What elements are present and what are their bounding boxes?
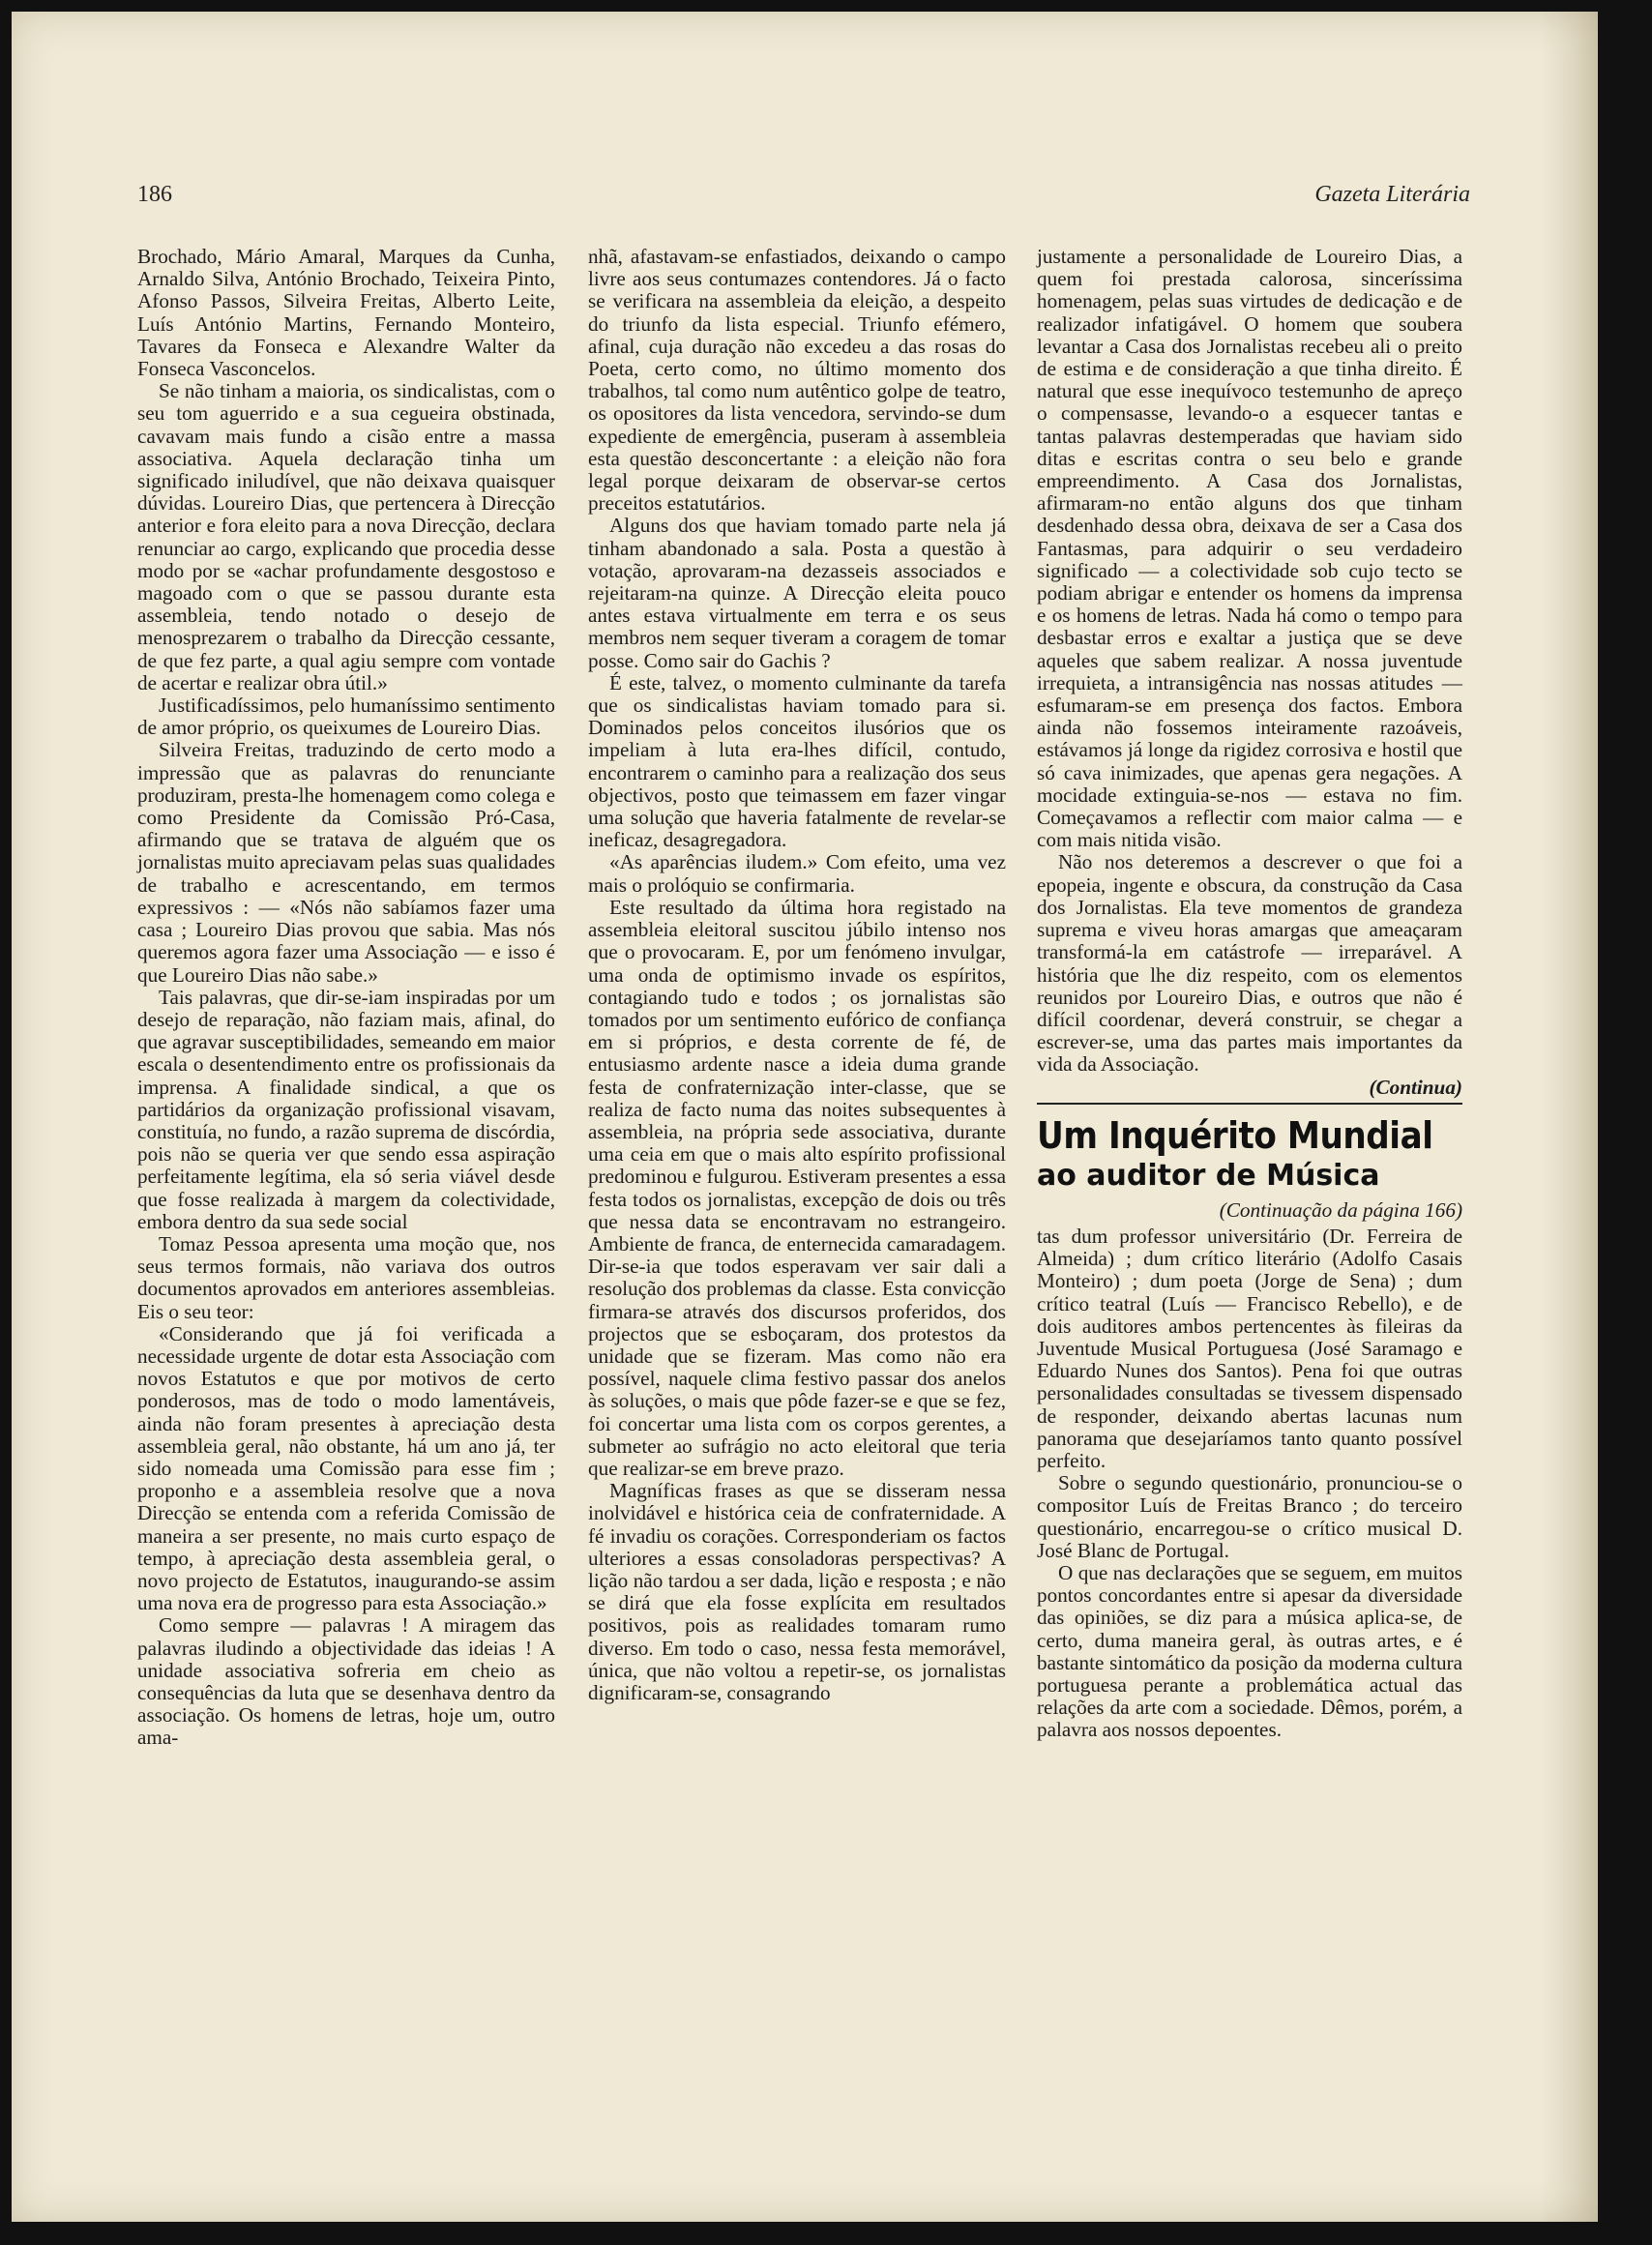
- paragraph: Tais palavras, que dir-se-iam inspiradas por um desejo de reparação, não faziam mais, afinal, do que agravar susceptibilidades, semeando em maior escala o desentendimento entre os profissionais da imprensa. A finalidade sindical, a que os partidários da organização profissional visavam, constituía, no fundo, a razão suprema de discórdia, pois não se queria ver que sendo essa aspiração perfeitamente legítima, ela só seria viável desde que fosse realizada à margem da colectividade, embora dentro da sua sede social: [137, 985, 555, 1233]
- magazine-page: [12, 12, 1598, 2222]
- article-headline: Um Inquérito Mundial: [1037, 1113, 1433, 1157]
- paragraph: Como sempre — palavras ! A miragem das palavras iludindo a objectividade das ideias ! A unidade associativa sofreria em cheio as consequências da luta que se desenhava dentro da associação. Os homens de letras, hoje um, outro ama-: [137, 1613, 555, 1750]
- paragraph: É este, talvez, o momento culminante da tarefa que os sindicalistas haviam tomado para si. Dominados pelos conceitos ilusórios que os impeliam à luta era-lhes difícil, contudo, encontrarem o caminho para a realização dos seus objectivos, posto que teimassem em fazer vingar uma solução que haveria fatalmente de revelar-se ineficaz, desagregadora.: [588, 670, 1006, 852]
- column-3-paragraphs: [1037, 246, 1462, 1077]
- paragraph: Sobre o segundo questionário, pronunciou-se o compositor Luís de Freitas Branco ; do terceiro questionário, encarregou-se o crítico musical D. José Blanc de Portugal.: [1037, 1471, 1462, 1562]
- article-body: [1037, 1226, 1462, 1742]
- running-head: Gazeta Literária: [1314, 182, 1470, 207]
- paragraph: Silveira Freitas, traduzindo de certo modo a impressão que as palavras do renunciante produziram, presta-lhe homenagem como colega e como Presidente da Comissão Pró-Casa, afirmando que se tratava de alguém que os jornalistas muito apreciavam pelas suas qualidades de trabalho e acrescentando, em termos expressivos : — «Nós não sabíamos fazer uma casa ; Loureiro Dias provou que sabia. Mas nós queremos agora fazer uma Associação — e isso é que Loureiro Dias não sabe.»: [137, 738, 555, 987]
- paragraph: Não nos deteremos a descrever o que foi a epopeia, ingente e obscura, da construção da Casa dos Jornalistas. Ela teve momentos de grandeza suprema e viveu horas amargas que ameaçaram transformá-la em catástrofe — irreparável. A história que lhe diz respeito, com os elementos reunidos por Loureiro Dias, e outros que não é difícil coordenar, deverá construir, se chegar a escrever-se, uma das partes mais importantes da vida da Associação.: [1037, 850, 1462, 1077]
- paragraph: Alguns dos que haviam tomado parte nela já tinham abandonado a sala. Posta a questão à votação, aprovaram-na dezasseis associados e rejeitaram-na quinze. A Direcção eleita pouco antes estava virtualmente em terra e os seus membros nem sequer tiveram a coragem de tomar posse. Como sair do Gachis ?: [588, 514, 1006, 672]
- continua-label: (Continua): [1369, 1075, 1462, 1099]
- paragraph: Magníficas frases as que se disseram nessa inolvidável e histórica ceia de confraternidade. A fé invadiu os corações. Corresponderiam os factos ulteriores a essas consoladoras perspectivas? A lição não tardou a ser dada, lição e resposta ; e não se dirá que ela fosse explícita em resultados positivos, pois as realidades tomaram rumo diverso. Em todo o caso, nessa festa memorável, única, que não voltou a repetir-se, os jornalistas dignificaram-se, consagrando: [588, 1479, 1006, 1704]
- article-subheadline: ao auditor de Música: [1037, 1158, 1380, 1193]
- paragraph: nhã, afastavam-se enfastiados, deixando o campo livre aos seus contumazes contendores. Já o facto se verificara na assembleia da eleição, a despeito do triunfo da lista especial. Triunfo efémero, afinal, cuja duração não excedeu a das rosas do Poeta, certo como, no último momento dos trabalhos, tal como num autêntico golpe de teatro, os opositores da lista vencedora, servindo-se dum expediente de emergência, puseram à assembleia esta questão desconcertante : a eleição não fora legal porque deixaram de observar-se certos preceitos estatutários.: [588, 245, 1006, 516]
- continuation-note: (Continuação da página 166): [1219, 1197, 1462, 1222]
- paragraph: «Considerando que já foi verificada a necessidade urgente de dotar esta Associação com novos Estatutos e que por motivos de certo ponderosos, mas de todo o modo lamentáveis, ainda não foram presentes à apreciação desta assembleia geral, não obstante, há um ano já, ter sido nomeada uma Comissão para esse fim ; proponho e a assembleia resolve que a nova Direcção se entenda com a referida Comissão de maneira a ser presente, no mais curto espaço de tempo, à apreciação desta assembleia geral, o novo projecto de Estatutos, inaugurando-se assim uma nova era de progresso para esta Associação.»: [137, 1321, 555, 1615]
- column-3: [1037, 246, 1462, 1742]
- paragraph: Tomaz Pessoa apresenta uma moção que, nos seus termos formais, não variava dos outros documentos aprovados em anteriores assembleias. Eis o seu teor:: [137, 1231, 555, 1323]
- paragraph: Se não tinham a maioria, os sindicalistas, com o seu tom aguerrido e a sua cegueira obstinada, cavavam mais fundo a cisão entre a massa associativa. Aquela declaração tinha um significado iniludível, que não deixava quaisquer dúvidas. Loureiro Dias, que pertencera à Direcção anterior e fora eleito para a nova Direcção, declara renunciar ao cargo, explicando que procedia desse modo por se «achar profundamente desgostoso e magoado com o que se passou durante esta assembleia, tendo notado o desejo de menosprezarem o trabalho da Direcção cessante, de que fez parte, a qual agiu sempre com vontade de acertar e realizar obra útil.»: [137, 379, 555, 694]
- paragraph: Brochado, Mário Amaral, Marques da Cunha, Arnaldo Silva, António Brochado, Teixeira Pinto, Afonso Passos, Silveira Freitas, Alberto Leite, Luís António Martins, Fernando Monteiro, Tavares da Fonseca e Alexandre Walter da Fonseca Vasconcelos.: [137, 245, 555, 381]
- paragraph: «As aparências iludem.» Com efeito, uma vez mais o prolóquio se confirmaria.: [588, 850, 1006, 897]
- page-number: 186: [137, 182, 172, 207]
- paragraph: Justificadíssimos, pelo humaníssimo sentimento de amor próprio, os queixumes de Loureiro Dias.: [137, 694, 555, 740]
- column-1: [137, 246, 555, 1750]
- section-divider: [1037, 1103, 1462, 1105]
- paragraph: O que nas declarações que se seguem, em muitos pontos concordantes entre si apesar da diversidade das opiniões, se diz para a música aplica-se, de certo, duma maneira geral, às outras artes, e é bastante sintomático da posição da moderna cultura portuguesa perante a problemática actual das relações da arte com a sociedade. Dêmos, porém, a palavra aos nossos depoentes.: [1037, 1560, 1462, 1742]
- paragraph: Este resultado da última hora registado na assembleia eleitoral suscitou júbilo intenso nos que o provocaram. E, por um fenómeno invulgar, uma onda de optimismo invade os espíritos, contagiando tudo e todos ; os jornalistas são tomados por um sentimento eufórico de confiança em si próprios, e desta corrente de fé, de entusiasmo ardente nasce a ideia duma grande festa de confraternização inter-classe, que se realiza de facto numa das noites subsequentes à assembleia, na própria sede associativa, durante uma ceia em que o mais alto espírito profissional predominou e fulgurou. Estiveram presentes a essa festa todos os jornalistas, excepção de dois ou três que nessa data se encontravam no estrangeiro. Ambiente de franca, de enternecida camaradagem. Dir-se-ia que todos esperavam ver sair dali a resolução dos problemas da classe. Esta convicção firmara-se através dos discursos proferidos, dos projectos que se esboçaram, dos protestos da unidade que se fizeram. Mas como não era possível, naquele clima festivo passar dos anelos às soluções, o mais que pôde fazer-se e que se fez, foi concertar uma lista com os corpos gerentes, a submeter ao sufrágio no acto eleitoral que teria que realizar-se em breve prazo.: [588, 895, 1006, 1480]
- column-2: [588, 246, 1006, 1704]
- paragraph: tas dum professor universitário (Dr. Ferreira de Almeida) ; dum crítico literário (Adolfo Casais Monteiro) ; dum poeta (Jorge de Sena) ; dum crítico teatral (Luís — Francisco Rebello), e de dois auditores ambos pertencentes às fileiras da Juventude Musical Portuguesa (José Saramago e Eduardo Nunes dos Santos). Pena foi que outras personalidades consultadas se tivessem dispensado de responder, deixando abertas lacunas num panorama que desejaríamos tanto quanto possível perfeito.: [1037, 1224, 1462, 1472]
- paragraph: justamente a personalidade de Loureiro Dias, a quem foi prestada calorosa, sinceríssima homenagem, pelas suas virtudes de dedicação e de realizador infatigável. O homem que soubera levantar a Casa dos Jornalistas recebeu ali o preito de estima e de consideração a que tinha direito. É natural que esse inequívoco testemunho de apreço o compensasse, levando-o a esquecer tantas e tantas palavras destemperadas que haviam sido ditas e escritas contra o seu belo e grande empreendimento. A Casa dos Jornalistas, afirmaram-no então alguns dos que tinham desdenhado dessa obra, deixava de ser a Casa dos Fantasmas, para adquirir o seu verdadeiro significado — a colectividade sob cujo tecto se podiam abrigar e entender os homens da imprensa e os homens de letras. Nada há como o tempo para desbastar erros e exaltar a justiça que se deve aqueles que sabem realizar. A nossa juventude irrequieta, a intransigência nas nossas atitudes — esfumaram-se em presença dos factos. Embora ainda não fossemos inteiramente razoáveis, estávamos já longe da rigidez corrosiva e hostil que só cava inimizades, que apenas gera negações. A mocidade extinguia-se-nos — estava no fim. Começavamos a reflectir com maior calma — e com mais nitida visão.: [1037, 245, 1462, 852]
